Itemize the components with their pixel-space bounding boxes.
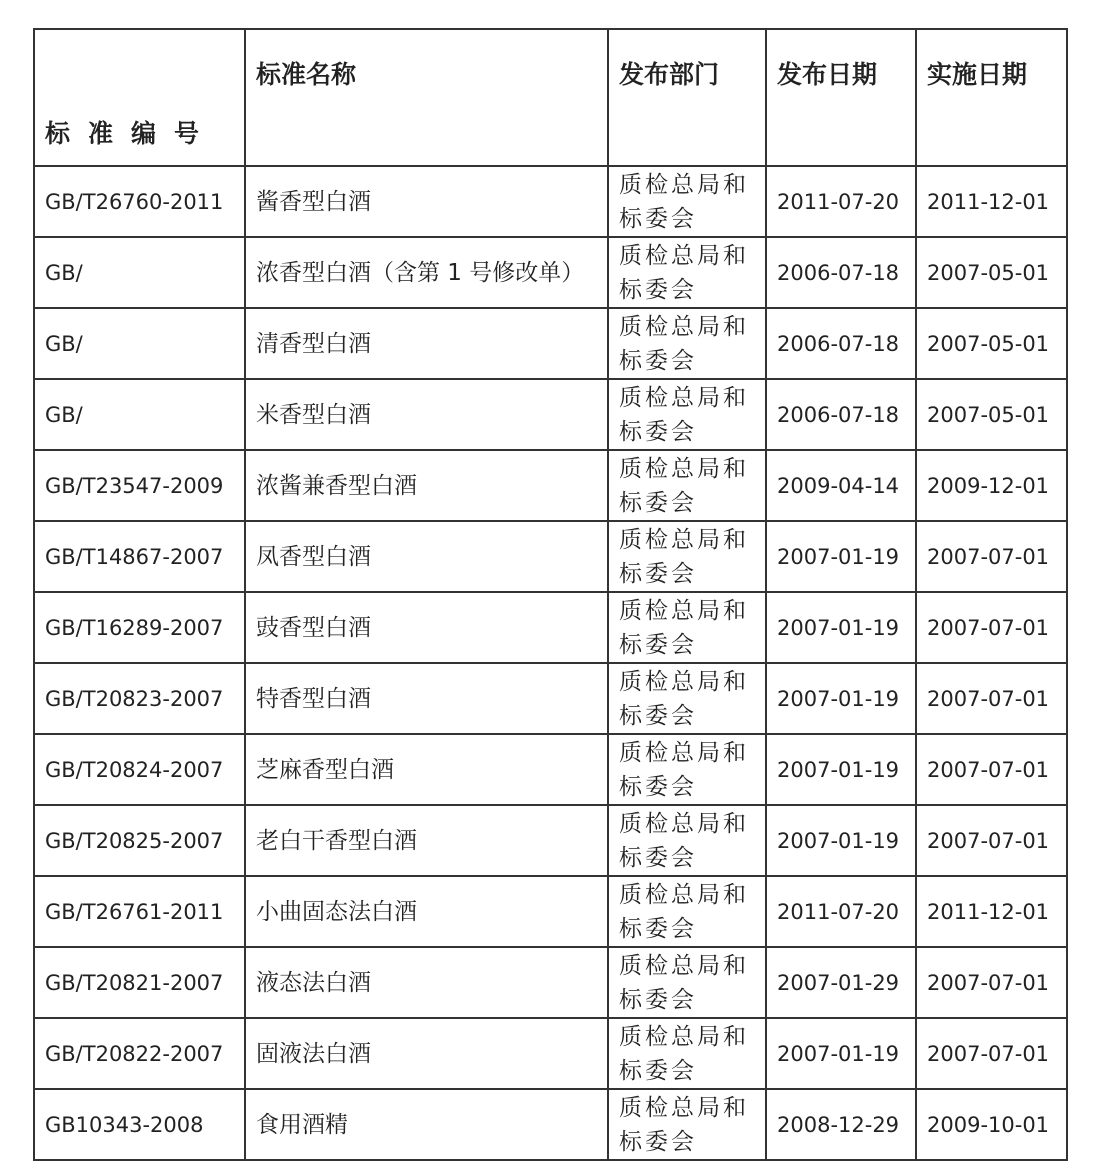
standard-name-cell: 浓酱兼香型白酒 xyxy=(245,450,608,521)
issue-date-cell: 2011-07-20 xyxy=(766,166,916,237)
header-issue-date: 发布日期 xyxy=(766,29,916,166)
effective-date-cell: 2011-12-01 xyxy=(916,876,1067,947)
table-row xyxy=(34,237,1067,308)
standard-number-cell: GB/T26760-2011 xyxy=(34,166,245,237)
standard-number-cell: GB/T20825-2007 xyxy=(34,805,245,876)
issue-date-cell: 2006-07-18 xyxy=(766,237,916,308)
issue-date-cell: 2006-07-18 xyxy=(766,308,916,379)
effective-date-cell: 2007-05-01 xyxy=(916,237,1067,308)
issuing-department-cell: 质检总局和标委会 xyxy=(608,592,766,663)
header-standard-name: 标准名称 xyxy=(245,29,608,166)
table-row xyxy=(34,947,1067,1018)
table-row xyxy=(34,876,1067,947)
issue-date-cell: 2006-07-18 xyxy=(766,379,916,450)
standard-name-cell: 固液法白酒 xyxy=(245,1018,608,1089)
effective-date-cell: 2007-07-01 xyxy=(916,592,1067,663)
standard-name-cell: 清香型白酒 xyxy=(245,308,608,379)
standard-name-cell: 豉香型白酒 xyxy=(245,592,608,663)
table-row xyxy=(34,592,1067,663)
table-row xyxy=(34,663,1067,734)
standard-number-cell: GB/T20824-2007 xyxy=(34,734,245,805)
standard-number-cell: GB/T20822-2007 xyxy=(34,1018,245,1089)
issue-date-cell: 2009-04-14 xyxy=(766,450,916,521)
issue-date-cell: 2007-01-29 xyxy=(766,947,916,1018)
standard-name-cell: 老白干香型白酒 xyxy=(245,805,608,876)
liquor-standards-table xyxy=(33,28,1068,1161)
standard-number-cell: GB/ xyxy=(34,379,245,450)
standard-name-cell: 小曲固态法白酒 xyxy=(245,876,608,947)
standard-number-cell: GB/T20821-2007 xyxy=(34,947,245,1018)
header-issuing-department: 发布部门 xyxy=(608,29,766,166)
issuing-department-cell: 质检总局和标委会 xyxy=(608,308,766,379)
issuing-department-cell: 质检总局和标委会 xyxy=(608,379,766,450)
effective-date-cell: 2007-07-01 xyxy=(916,1018,1067,1089)
standard-number-cell: GB/T23547-2009 xyxy=(34,450,245,521)
standard-name-cell: 米香型白酒 xyxy=(245,379,608,450)
issue-date-cell: 2007-01-19 xyxy=(766,663,916,734)
issue-date-cell: 2008-12-29 xyxy=(766,1089,916,1160)
issuing-department-cell: 质检总局和标委会 xyxy=(608,947,766,1018)
issue-date-cell: 2007-01-19 xyxy=(766,805,916,876)
table-row xyxy=(34,1018,1067,1089)
standard-name-cell: 芝麻香型白酒 xyxy=(245,734,608,805)
table-body xyxy=(34,166,1067,1160)
effective-date-cell: 2007-07-01 xyxy=(916,521,1067,592)
issuing-department-cell: 质检总局和标委会 xyxy=(608,450,766,521)
standard-number-cell: GB/T16289-2007 xyxy=(34,592,245,663)
table-row xyxy=(34,1089,1067,1160)
effective-date-cell: 2009-10-01 xyxy=(916,1089,1067,1160)
issuing-department-cell: 质检总局和标委会 xyxy=(608,521,766,592)
table-row xyxy=(34,521,1067,592)
effective-date-cell: 2007-05-01 xyxy=(916,379,1067,450)
standard-number-cell: GB/ xyxy=(34,237,245,308)
standard-name-cell: 酱香型白酒 xyxy=(245,166,608,237)
effective-date-cell: 2007-07-01 xyxy=(916,734,1067,805)
issuing-department-cell: 质检总局和标委会 xyxy=(608,1089,766,1160)
issuing-department-cell: 质检总局和标委会 xyxy=(608,876,766,947)
effective-date-cell: 2007-07-01 xyxy=(916,663,1067,734)
issuing-department-cell: 质检总局和标委会 xyxy=(608,166,766,237)
header-effective-date: 实施日期 xyxy=(916,29,1067,166)
issuing-department-cell: 质检总局和标委会 xyxy=(608,237,766,308)
effective-date-cell: 2007-07-01 xyxy=(916,947,1067,1018)
standard-number-cell: GB/ xyxy=(34,308,245,379)
effective-date-cell: 2011-12-01 xyxy=(916,166,1067,237)
table-row xyxy=(34,166,1067,237)
table-row xyxy=(34,805,1067,876)
header-standard-number: 标准编号 xyxy=(34,29,245,166)
issuing-department-cell: 质检总局和标委会 xyxy=(608,1018,766,1089)
standard-name-cell: 浓香型白酒（含第 1 号修改单） xyxy=(245,237,608,308)
issue-date-cell: 2007-01-19 xyxy=(766,592,916,663)
standard-name-cell: 特香型白酒 xyxy=(245,663,608,734)
issue-date-cell: 2007-01-19 xyxy=(766,734,916,805)
standard-name-cell: 凤香型白酒 xyxy=(245,521,608,592)
standard-number-cell: GB/T26761-2011 xyxy=(34,876,245,947)
standard-number-cell: GB/T20823-2007 xyxy=(34,663,245,734)
effective-date-cell: 2007-07-01 xyxy=(916,805,1067,876)
standard-number-cell: GB10343-2008 xyxy=(34,1089,245,1160)
issue-date-cell: 2011-07-20 xyxy=(766,876,916,947)
header-row xyxy=(34,29,1067,166)
issue-date-cell: 2007-01-19 xyxy=(766,521,916,592)
table-row xyxy=(34,379,1067,450)
standard-number-cell: GB/T14867-2007 xyxy=(34,521,245,592)
effective-date-cell: 2007-05-01 xyxy=(916,308,1067,379)
issuing-department-cell: 质检总局和标委会 xyxy=(608,805,766,876)
table-row xyxy=(34,734,1067,805)
issue-date-cell: 2007-01-19 xyxy=(766,1018,916,1089)
issuing-department-cell: 质检总局和标委会 xyxy=(608,663,766,734)
table-row xyxy=(34,450,1067,521)
standard-name-cell: 食用酒精 xyxy=(245,1089,608,1160)
issuing-department-cell: 质检总局和标委会 xyxy=(608,734,766,805)
standard-name-cell: 液态法白酒 xyxy=(245,947,608,1018)
effective-date-cell: 2009-12-01 xyxy=(916,450,1067,521)
table-row xyxy=(34,308,1067,379)
